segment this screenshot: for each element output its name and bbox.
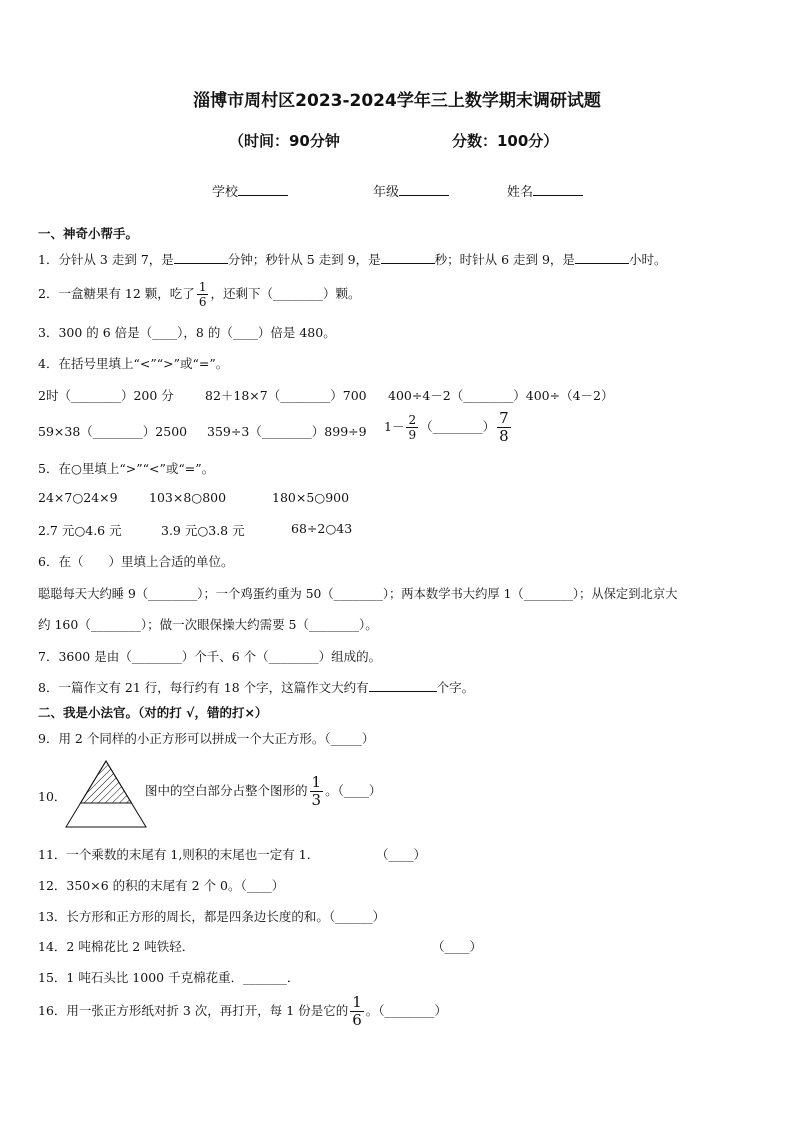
answer-blank[interactable] xyxy=(174,251,228,264)
triangle-figure xyxy=(64,759,148,829)
answer-blank[interactable] xyxy=(381,251,435,264)
question-9: 9．用 2 个同样的小正方形可以拼成一个大正方形。（_____） xyxy=(38,731,375,746)
question-5-item: 2.7 元○4.6 元 xyxy=(38,523,122,538)
question-5-item: 180×5○900 xyxy=(272,490,350,505)
question-4-item: 82＋18×7（________）700 xyxy=(205,388,367,403)
question-8: 8．一篇作文有 21 行，每行约有 18 个字，这篇作文大约有 个字。 xyxy=(38,680,475,695)
name-label: 姓名 xyxy=(507,185,534,200)
question-10: 图中的空白部分占整个图形的 $\frac{1}{3}$ 。（____） xyxy=(145,773,382,809)
question-16: 16．用一张正方形纸对折 3 次，再打开，每 1 份是它的 $\frac{1}{6}$ 。（________） xyxy=(38,993,448,1029)
question-4-item: 400÷4－2（________）400÷（4－2） xyxy=(388,388,614,403)
school-field[interactable] xyxy=(212,181,288,200)
question-14-answer: （____） xyxy=(432,939,483,954)
section-1-title: 一、神奇小帮手。 xyxy=(38,226,139,241)
question-5-item: 103×8○800 xyxy=(149,490,227,505)
name-field[interactable] xyxy=(507,181,583,200)
question-5-item: 24×7○24×9 xyxy=(38,490,118,505)
question-5-item: 68÷2○43 xyxy=(291,521,353,536)
exam-score: 分数：100分） xyxy=(452,132,559,150)
question-4-item: 1－ $\frac{2}{9}$ （________） $\frac{7}{8}$ xyxy=(384,409,509,445)
question-15: 15．1 吨石头比 1000 千克棉花重．_______． xyxy=(38,970,300,985)
section-2-title: 二、我是小法官。（对的打 √，错的打×） xyxy=(38,705,268,720)
question-7: 7．3600 是由（________）个千、6 个（________）组成的。 xyxy=(38,649,382,664)
question-10-label: 10． xyxy=(38,789,67,804)
question-12: 12．350×6 的积的末尾有 2 个 0。（____） xyxy=(38,878,285,893)
question-4-title: 4．在括号里填上“<”“>”或“=”。 xyxy=(38,356,229,371)
grade-blank[interactable] xyxy=(399,183,449,196)
question-11-answer: （____） xyxy=(376,847,427,862)
question-3: 3．300 的 6 倍是（____），8 的（____）倍是 480。 xyxy=(38,325,336,340)
answer-blank[interactable] xyxy=(575,251,629,264)
fraction: $\frac{7}{8}$ xyxy=(499,409,509,445)
question-5-title: 5．在○里填上“>”“<”或“=”。 xyxy=(38,461,215,476)
answer-blank[interactable] xyxy=(369,679,437,692)
question-2: 2．一盒糖果有 12 颗，吃了 $\frac{1}{6}$ ，还剩下（________）颗。 xyxy=(38,280,361,309)
school-label: 学校 xyxy=(212,185,239,200)
question-6-line: 约 160（________）；做一次眼保操大约需要 5（________）。 xyxy=(38,617,378,632)
fraction: $\frac{1}{6}$ xyxy=(198,280,207,309)
question-6-title: 6．在（ ）里填上合适的单位。 xyxy=(38,554,234,569)
question-4-item: 2时（________）200 分 xyxy=(38,388,174,403)
name-blank[interactable] xyxy=(533,183,583,196)
question-13: 13．长方形和正方形的周长，都是四条边长度的和。（______） xyxy=(38,909,386,924)
grade-label: 年级 xyxy=(373,185,400,200)
question-11: 11．一个乘数的末尾有 1,则积的末尾也一定有 1． xyxy=(38,847,320,862)
page-title: 淄博市周村区2023-2024学年三上数学期末调研试题 xyxy=(193,91,601,111)
question-6-line: 聪聪每天大约睡 9（________）；一个鸡蛋约重为 50（________）；两本数学书大约厚 1（________）；从保定到北京大 xyxy=(38,587,678,601)
school-blank[interactable] xyxy=(238,183,288,196)
question-5-item: 3.9 元○3.8 元 xyxy=(161,523,245,538)
question-1: 1．分针从 3 走到 7，是 分钟；秒针从 5 走到 9，是 秒；时针从 6 走到 9，是 小时。 xyxy=(38,252,667,267)
fraction: $\frac{2}{9}$ xyxy=(408,413,417,442)
fraction: $\frac{1}{3}$ xyxy=(311,773,322,809)
question-4-item: 59×38（________）2500 xyxy=(38,424,188,439)
question-4-item: 359÷3（________）899÷9 xyxy=(207,424,367,439)
grade-field[interactable] xyxy=(373,181,449,200)
fraction: $\frac{1}{6}$ xyxy=(352,993,362,1029)
question-14: 14．2 吨棉花比 2 吨铁轻． xyxy=(38,939,195,954)
exam-time: （时间：90分钟 xyxy=(229,132,340,150)
